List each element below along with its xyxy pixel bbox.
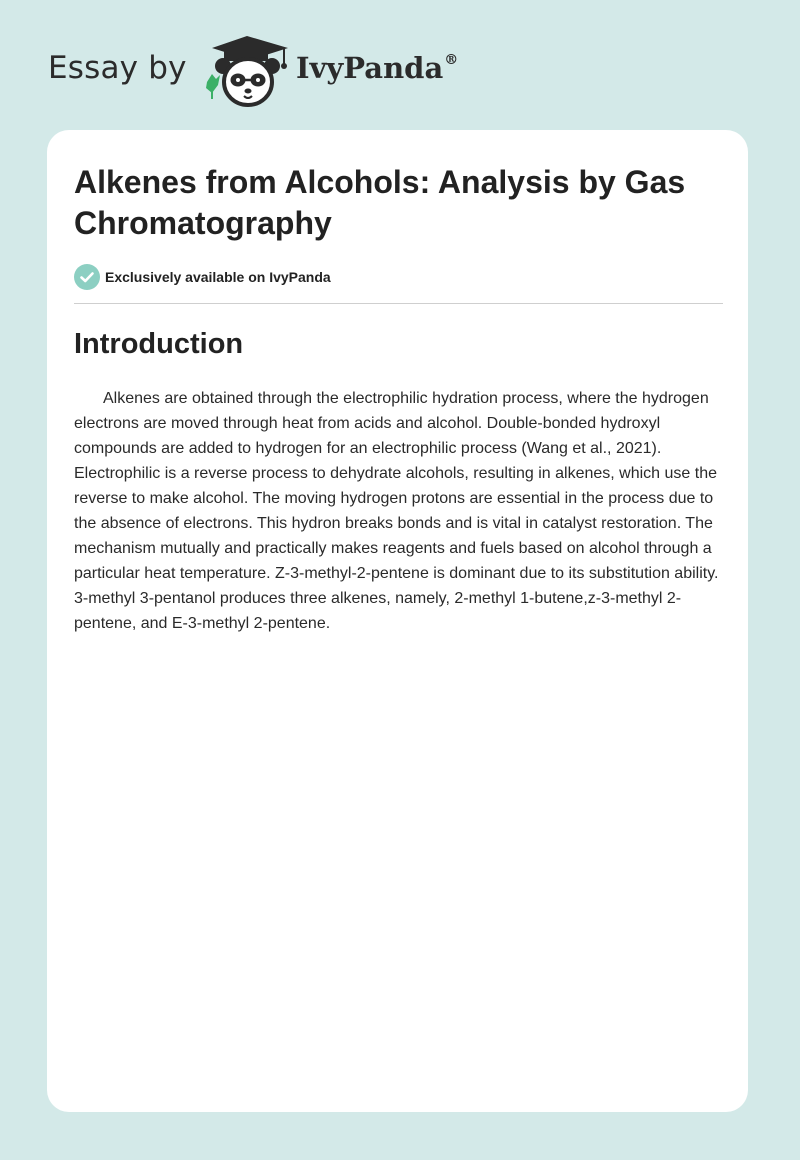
brand-text: IvyPanda [296,51,444,85]
page-title: Alkenes from Alcohols: Analysis by Gas Chromatography [74,164,686,241]
site-header [0,0,800,130]
essay-card [47,130,748,1112]
introduction-paragraph: Alkenes are obtained through the electrophilic hydration process, where the hydrogen electrons are moved through heat from acids and alcohol. Double-bonded hydroxyl compounds are added to hydrogen for an electrophilic process (Wang et al., 2021). Electrophilic is a reverse process to dehydrate alcohols, resulting in alkenes, which use the reverse to make alcohol. The moving hydrogen protons are essential in the process due to the absence of electrons. This hydron breaks bonds and is vital in catalyst restoration. The mechanism mutually and practically makes reagents and fuels based on alcohol through a particular heat temperature. Z-3-methyl-2-pentene is dominant due to its substitution ability. 3-methyl 3-pentanol produces three alkenes, namely, 2-methyl 1-butene,z-3-methyl 2-pentene, and E-3-methyl 2-pentene. [74,390,719,632]
ivy-leaf-icon [206,74,220,99]
brand-name[interactable] [296,51,458,85]
exclusive-badge [74,264,331,290]
essay-by-label: Essay by [48,50,187,86]
registered-mark: ® [444,52,459,68]
check-circle-icon [74,264,100,290]
panda-graduate-icon[interactable] [200,35,292,109]
section-heading-introduction: Introduction [74,328,244,360]
divider [74,303,723,304]
exclusive-badge-label: Exclusively available on IvyPanda [105,269,331,285]
